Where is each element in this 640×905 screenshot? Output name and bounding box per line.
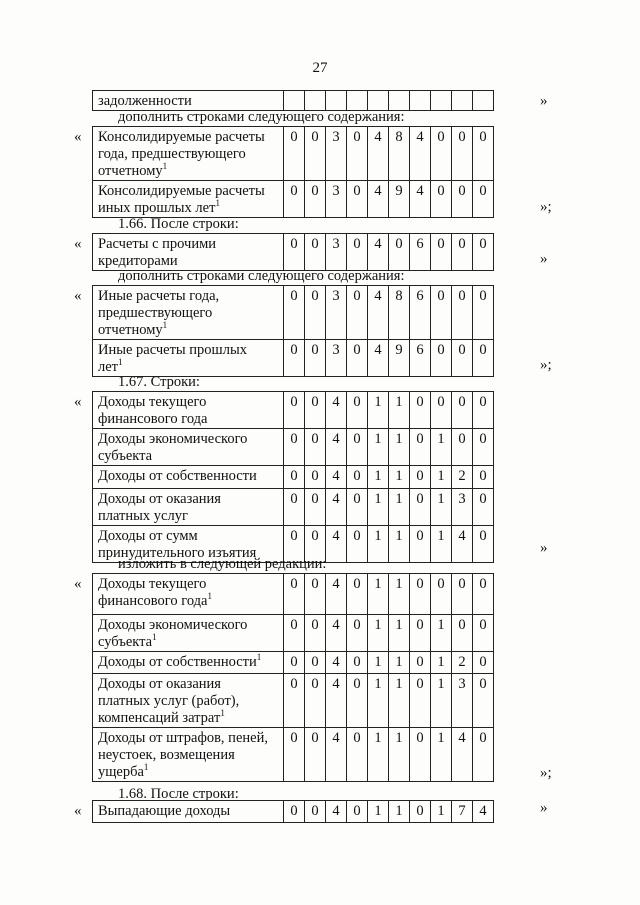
account-name-cell bbox=[93, 234, 284, 271]
code-digit-cell: 1 bbox=[368, 489, 389, 526]
code-digit-cell: 0 bbox=[473, 574, 494, 615]
opening-quote: « bbox=[74, 394, 82, 410]
code-digit-cell bbox=[452, 91, 473, 111]
code-digit-cell: 0 bbox=[284, 340, 305, 377]
code-table bbox=[92, 573, 494, 782]
account-name-line: финансового года$^1$ bbox=[98, 591, 212, 609]
code-digit-cell: 1 bbox=[368, 392, 389, 429]
account-name-line: иных прошлых лет$^1$ bbox=[98, 198, 220, 216]
code-digit-cell: 2 bbox=[452, 652, 473, 674]
account-name-line: Доходы от штрафов, пеней, bbox=[98, 730, 268, 746]
closing-quote: »; bbox=[540, 765, 552, 781]
code-digit-cell: 0 bbox=[473, 728, 494, 782]
opening-quote: « bbox=[74, 576, 82, 592]
code-digit-cell: 4 bbox=[473, 801, 494, 823]
footnote-marker: 1 bbox=[256, 652, 262, 663]
account-name-line: Консолидируемые расчеты bbox=[98, 129, 265, 145]
code-digit-cell: 6 bbox=[410, 340, 431, 377]
code-table bbox=[92, 126, 494, 218]
code-digit-cell: 0 bbox=[305, 181, 326, 218]
code-digit-cell: 1 bbox=[431, 429, 452, 466]
code-digit-cell: 0 bbox=[305, 652, 326, 674]
code-table bbox=[92, 391, 494, 563]
code-digit-cell bbox=[431, 91, 452, 111]
table-row bbox=[93, 674, 494, 728]
code-digit-cell: 0 bbox=[431, 340, 452, 377]
code-digit-cell: 0 bbox=[452, 234, 473, 271]
account-name-line: Доходы от собственности$^1$ bbox=[98, 652, 262, 670]
code-digit-cell: 3 bbox=[452, 674, 473, 728]
code-digit-cell: 0 bbox=[284, 489, 305, 526]
code-digit-cell bbox=[368, 91, 389, 111]
code-digit-cell: 0 bbox=[347, 526, 368, 563]
code-digit-cell bbox=[410, 91, 431, 111]
code-digit-cell: 0 bbox=[284, 801, 305, 823]
code-digit-cell: 0 bbox=[305, 728, 326, 782]
code-digit-cell: 1 bbox=[368, 615, 389, 652]
account-name-line: финансового года bbox=[98, 411, 208, 427]
code-digit-cell: 1 bbox=[368, 652, 389, 674]
code-digit-cell: 0 bbox=[431, 392, 452, 429]
code-digit-cell: 0 bbox=[347, 674, 368, 728]
code-digit-cell: 0 bbox=[305, 615, 326, 652]
code-digit-cell: 4 bbox=[368, 181, 389, 218]
code-digit-cell: 3 bbox=[326, 181, 347, 218]
closing-quote: » bbox=[540, 800, 548, 816]
code-digit-cell: 0 bbox=[305, 392, 326, 429]
code-digit-cell: 4 bbox=[326, 489, 347, 526]
code-table bbox=[92, 233, 494, 271]
code-digit-cell: 0 bbox=[452, 286, 473, 340]
code-digit-cell: 0 bbox=[410, 489, 431, 526]
code-digit-cell: 0 bbox=[473, 615, 494, 652]
code-digit-cell: 0 bbox=[284, 574, 305, 615]
code-digit-cell: 0 bbox=[305, 286, 326, 340]
code-digit-cell: 3 bbox=[326, 286, 347, 340]
account-name-line: года, предшествующего bbox=[98, 146, 246, 162]
code-digit-cell: 4 bbox=[326, 429, 347, 466]
code-digit-cell: 0 bbox=[347, 728, 368, 782]
code-digit-cell: 0 bbox=[431, 181, 452, 218]
table-row bbox=[93, 489, 494, 526]
code-digit-cell bbox=[389, 91, 410, 111]
account-name-line: принудительного изъятия bbox=[98, 545, 257, 561]
account-name-cell bbox=[93, 392, 284, 429]
code-digit-cell: 1 bbox=[368, 674, 389, 728]
code-digit-cell: 1 bbox=[389, 801, 410, 823]
account-name-line: Иные расчеты года, bbox=[98, 288, 220, 304]
code-digit-cell: 1 bbox=[389, 652, 410, 674]
code-digit-cell: 4 bbox=[326, 801, 347, 823]
account-name-line: неустоек, возмещения bbox=[98, 747, 235, 763]
code-digit-cell: 0 bbox=[284, 392, 305, 429]
section-intro-text: изложить в следующей редакции: bbox=[118, 556, 327, 572]
closing-quote: »; bbox=[540, 199, 552, 215]
table-row bbox=[93, 615, 494, 652]
code-digit-cell: 1 bbox=[389, 526, 410, 563]
code-digit-cell: 4 bbox=[410, 181, 431, 218]
code-digit-cell: 4 bbox=[326, 392, 347, 429]
code-digit-cell: 0 bbox=[410, 466, 431, 489]
code-digit-cell: 0 bbox=[305, 489, 326, 526]
account-name-cell bbox=[93, 652, 284, 674]
code-digit-cell: 1 bbox=[368, 574, 389, 615]
table-row bbox=[93, 286, 494, 340]
code-digit-cell: 0 bbox=[452, 127, 473, 181]
code-digit-cell: 1 bbox=[389, 466, 410, 489]
account-name-line: Доходы от собственности bbox=[98, 468, 257, 484]
code-digit-cell: 0 bbox=[452, 615, 473, 652]
code-digit-cell: 0 bbox=[473, 466, 494, 489]
code-digit-cell: 0 bbox=[305, 526, 326, 563]
code-digit-cell: 4 bbox=[326, 674, 347, 728]
code-digit-cell: 4 bbox=[452, 526, 473, 563]
section-intro-text: 1.66. После строки: bbox=[118, 216, 239, 232]
code-digit-cell: 1 bbox=[368, 429, 389, 466]
code-digit-cell: 0 bbox=[305, 674, 326, 728]
code-digit-cell: 0 bbox=[473, 429, 494, 466]
code-digit-cell: 4 bbox=[326, 466, 347, 489]
account-name-line: Доходы экономического bbox=[98, 431, 248, 447]
code-digit-cell: 0 bbox=[389, 234, 410, 271]
code-digit-cell: 0 bbox=[452, 181, 473, 218]
account-name-line: Консолидируемые расчеты bbox=[98, 183, 265, 199]
code-digit-cell: 0 bbox=[284, 674, 305, 728]
table-row bbox=[93, 340, 494, 377]
code-digit-cell: 0 bbox=[347, 127, 368, 181]
code-digit-cell: 4 bbox=[326, 574, 347, 615]
code-digit-cell: 1 bbox=[368, 801, 389, 823]
code-digit-cell: 6 bbox=[410, 286, 431, 340]
code-digit-cell: 4 bbox=[368, 340, 389, 377]
code-digit-cell: 0 bbox=[473, 181, 494, 218]
account-name-line: задолженности bbox=[98, 93, 192, 109]
table-row bbox=[93, 181, 494, 218]
section-intro-text: 1.68. После строки: bbox=[118, 786, 239, 802]
code-digit-cell bbox=[347, 91, 368, 111]
code-digit-cell: 4 bbox=[326, 652, 347, 674]
code-digit-cell: 4 bbox=[326, 728, 347, 782]
code-digit-cell: 1 bbox=[389, 574, 410, 615]
code-digit-cell: 0 bbox=[305, 127, 326, 181]
code-digit-cell: 0 bbox=[284, 429, 305, 466]
table-row bbox=[93, 801, 494, 823]
account-name-line: субъекта$^1$ bbox=[98, 632, 157, 650]
footnote-marker: 1 bbox=[220, 708, 225, 719]
footnote-marker: 1 bbox=[162, 161, 168, 172]
code-digit-cell: 0 bbox=[347, 286, 368, 340]
code-table bbox=[92, 800, 494, 823]
code-digit-cell: 1 bbox=[368, 466, 389, 489]
code-digit-cell: 0 bbox=[410, 615, 431, 652]
code-digit-cell: 0 bbox=[410, 674, 431, 728]
code-digit-cell: 0 bbox=[284, 286, 305, 340]
code-digit-cell: 3 bbox=[452, 489, 473, 526]
table-row bbox=[93, 429, 494, 466]
account-name-line: отчетному$^1$ bbox=[98, 320, 168, 338]
code-digit-cell: 0 bbox=[431, 127, 452, 181]
account-name-cell bbox=[93, 91, 284, 111]
table-row bbox=[93, 466, 494, 489]
footnote-marker: 1 bbox=[215, 198, 220, 209]
code-digit-cell: 1 bbox=[389, 489, 410, 526]
code-digit-cell bbox=[284, 91, 305, 111]
account-name-cell bbox=[93, 489, 284, 526]
code-digit-cell: 1 bbox=[389, 615, 410, 652]
code-digit-cell: 3 bbox=[326, 127, 347, 181]
code-digit-cell: 0 bbox=[284, 127, 305, 181]
footnote-marker: 1 bbox=[118, 357, 123, 368]
opening-quote: « bbox=[74, 236, 82, 252]
closing-quote: »; bbox=[540, 357, 552, 373]
table-row bbox=[93, 574, 494, 615]
footnote-marker: 1 bbox=[152, 632, 157, 643]
account-name-cell bbox=[93, 286, 284, 340]
account-name-cell bbox=[93, 181, 284, 218]
footnote-marker: 1 bbox=[207, 591, 212, 602]
code-digit-cell: 0 bbox=[284, 652, 305, 674]
code-digit-cell: 4 bbox=[326, 615, 347, 652]
opening-quote: « bbox=[74, 129, 82, 145]
account-name-line: Выпадающие доходы bbox=[98, 803, 231, 819]
account-name-line: платных услуг (работ), bbox=[98, 693, 240, 709]
account-name-line: кредиторами bbox=[98, 253, 178, 269]
code-digit-cell: 4 bbox=[326, 526, 347, 563]
code-digit-cell: 6 bbox=[410, 234, 431, 271]
account-name-line: Расчеты с прочими bbox=[98, 236, 217, 252]
code-digit-cell: 0 bbox=[452, 340, 473, 377]
code-digit-cell: 1 bbox=[431, 674, 452, 728]
code-digit-cell: 0 bbox=[452, 429, 473, 466]
code-digit-cell: 0 bbox=[347, 234, 368, 271]
footnote-marker: 1 bbox=[143, 762, 149, 773]
code-digit-cell: 9 bbox=[389, 181, 410, 218]
code-digit-cell: 1 bbox=[431, 801, 452, 823]
table-row bbox=[93, 728, 494, 782]
account-name-cell bbox=[93, 801, 284, 823]
code-digit-cell: 0 bbox=[305, 234, 326, 271]
code-digit-cell: 0 bbox=[305, 340, 326, 377]
code-digit-cell: 4 bbox=[452, 728, 473, 782]
table-row bbox=[93, 127, 494, 181]
code-digit-cell: 0 bbox=[284, 615, 305, 652]
code-digit-cell: 0 bbox=[347, 181, 368, 218]
table-row bbox=[93, 91, 494, 111]
code-digit-cell: 1 bbox=[431, 526, 452, 563]
account-name-line: компенсаций затрат$^1$ bbox=[98, 708, 225, 726]
account-name-line: субъекта bbox=[98, 448, 153, 464]
table-row bbox=[93, 234, 494, 271]
code-digit-cell: 0 bbox=[410, 728, 431, 782]
code-digit-cell: 1 bbox=[431, 489, 452, 526]
account-name-cell bbox=[93, 574, 284, 615]
code-digit-cell: 0 bbox=[410, 526, 431, 563]
code-digit-cell: 8 bbox=[389, 127, 410, 181]
code-digit-cell: 0 bbox=[284, 728, 305, 782]
code-digit-cell: 0 bbox=[305, 429, 326, 466]
code-digit-cell: 0 bbox=[410, 574, 431, 615]
code-digit-cell: 0 bbox=[473, 234, 494, 271]
section-intro-text: 1.67. Строки: bbox=[118, 374, 200, 390]
code-digit-cell: 0 bbox=[431, 234, 452, 271]
account-name-cell bbox=[93, 127, 284, 181]
code-digit-cell: 0 bbox=[473, 286, 494, 340]
code-digit-cell: 3 bbox=[326, 234, 347, 271]
code-digit-cell: 0 bbox=[347, 652, 368, 674]
code-digit-cell: 0 bbox=[305, 574, 326, 615]
page-number: 27 bbox=[312, 60, 328, 76]
table-row bbox=[93, 392, 494, 429]
code-digit-cell: 7 bbox=[452, 801, 473, 823]
code-digit-cell: 0 bbox=[284, 234, 305, 271]
code-digit-cell bbox=[305, 91, 326, 111]
code-digit-cell: 2 bbox=[452, 466, 473, 489]
code-digit-cell: 0 bbox=[347, 615, 368, 652]
code-digit-cell: 1 bbox=[368, 526, 389, 563]
account-name-cell bbox=[93, 340, 284, 377]
account-name-line: Доходы от оказания bbox=[98, 676, 221, 692]
account-name-line: Доходы от сумм bbox=[98, 528, 198, 544]
code-digit-cell: 0 bbox=[305, 801, 326, 823]
code-digit-cell: 0 bbox=[410, 801, 431, 823]
code-digit-cell: 1 bbox=[431, 728, 452, 782]
code-digit-cell: 0 bbox=[347, 466, 368, 489]
account-name-line: ущерба$^1$ bbox=[98, 762, 149, 780]
code-digit-cell: 0 bbox=[431, 286, 452, 340]
code-digit-cell: 0 bbox=[284, 526, 305, 563]
code-digit-cell: 1 bbox=[431, 652, 452, 674]
account-name-line: платных услуг bbox=[98, 508, 188, 524]
code-digit-cell: 8 bbox=[389, 286, 410, 340]
code-digit-cell: 1 bbox=[431, 466, 452, 489]
account-name-cell bbox=[93, 728, 284, 782]
code-digit-cell: 9 bbox=[389, 340, 410, 377]
code-digit-cell: 4 bbox=[410, 127, 431, 181]
code-digit-cell: 0 bbox=[473, 340, 494, 377]
code-digit-cell: 0 bbox=[473, 392, 494, 429]
account-name-cell bbox=[93, 466, 284, 489]
code-digit-cell: 0 bbox=[473, 674, 494, 728]
code-digit-cell: 0 bbox=[473, 489, 494, 526]
code-digit-cell: 0 bbox=[347, 801, 368, 823]
account-name-line: Доходы текущего bbox=[98, 576, 207, 592]
code-digit-cell: 4 bbox=[368, 234, 389, 271]
account-name-cell bbox=[93, 615, 284, 652]
code-digit-cell: 1 bbox=[389, 674, 410, 728]
code-digit-cell: 0 bbox=[347, 429, 368, 466]
account-name-line: Иные расчеты прошлых bbox=[98, 342, 247, 358]
opening-quote: « bbox=[74, 288, 82, 304]
code-digit-cell: 0 bbox=[347, 340, 368, 377]
code-digit-cell: 0 bbox=[284, 181, 305, 218]
code-digit-cell: 0 bbox=[410, 429, 431, 466]
code-digit-cell: 4 bbox=[368, 127, 389, 181]
opening-quote: « bbox=[74, 803, 82, 819]
code-table bbox=[92, 285, 494, 377]
section-intro-text: дополнить строками следующего содержания: bbox=[118, 109, 405, 125]
section-intro-text: дополнить строками следующего содержания: bbox=[118, 268, 405, 284]
code-digit-cell: 0 bbox=[347, 574, 368, 615]
code-digit-cell: 4 bbox=[368, 286, 389, 340]
account-name-cell bbox=[93, 429, 284, 466]
code-digit-cell: 0 bbox=[452, 392, 473, 429]
code-digit-cell: 0 bbox=[473, 127, 494, 181]
code-digit-cell: 1 bbox=[389, 728, 410, 782]
code-digit-cell: 0 bbox=[347, 489, 368, 526]
account-name-line: Доходы текущего bbox=[98, 394, 207, 410]
account-name-line: Доходы экономического bbox=[98, 617, 248, 633]
code-digit-cell: 1 bbox=[389, 392, 410, 429]
code-digit-cell: 0 bbox=[347, 392, 368, 429]
account-name-line: лет$^1$ bbox=[98, 357, 123, 375]
account-name-cell bbox=[93, 674, 284, 728]
footnote-marker: 1 bbox=[162, 320, 168, 331]
account-name-line: предшествующего bbox=[98, 305, 213, 321]
code-digit-cell bbox=[326, 91, 347, 111]
closing-quote: » bbox=[540, 93, 548, 109]
code-digit-cell: 0 bbox=[452, 574, 473, 615]
code-digit-cell: 1 bbox=[389, 429, 410, 466]
code-digit-cell: 0 bbox=[410, 652, 431, 674]
code-digit-cell bbox=[473, 91, 494, 111]
code-digit-cell: 0 bbox=[284, 466, 305, 489]
code-digit-cell: 0 bbox=[410, 392, 431, 429]
closing-quote: » bbox=[540, 540, 548, 556]
code-digit-cell: 3 bbox=[326, 340, 347, 377]
code-table bbox=[92, 90, 494, 111]
code-digit-cell: 0 bbox=[473, 652, 494, 674]
account-name-line: отчетному$^1$ bbox=[98, 161, 168, 179]
closing-quote: » bbox=[540, 251, 548, 267]
code-digit-cell: 1 bbox=[431, 615, 452, 652]
code-digit-cell: 0 bbox=[473, 526, 494, 563]
code-digit-cell: 1 bbox=[368, 728, 389, 782]
account-name-line: Доходы от оказания bbox=[98, 491, 221, 507]
code-digit-cell: 0 bbox=[305, 466, 326, 489]
code-digit-cell: 0 bbox=[431, 574, 452, 615]
table-row bbox=[93, 652, 494, 674]
